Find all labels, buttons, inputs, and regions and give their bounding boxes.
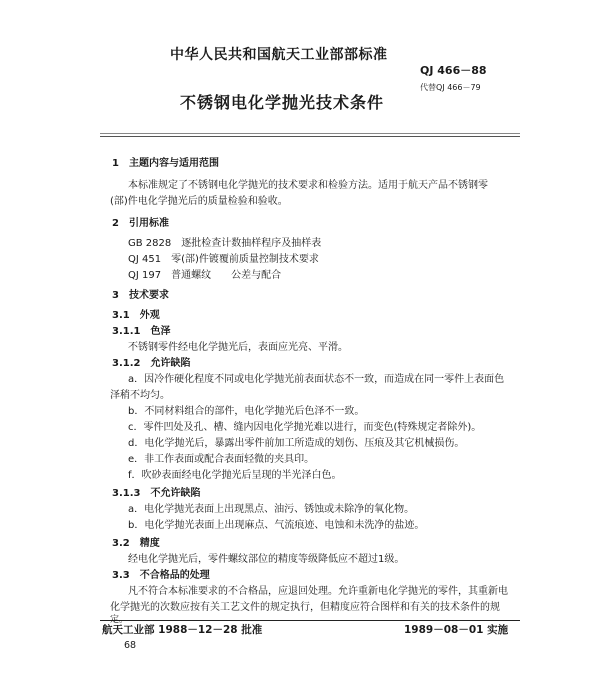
replaces-note: 代替QJ 466－79: [420, 83, 481, 92]
footer-divider: [100, 620, 520, 621]
reference-qj451: QJ 451 零(部)件镀覆前质量控制技术要求: [128, 254, 319, 265]
section-1-heading: 1 主题内容与适用范围: [112, 158, 219, 169]
allowed-defect-d: d．电化学抛光后，暴露出零件前加工所造成的划伤、压痕及其它机械损伤。: [128, 438, 465, 449]
section-3-1-1-text: 不锈钢零件经电化学抛光后，表面应光亮、平滑。: [128, 342, 348, 353]
section-3-heading: 3 技术要求: [112, 290, 169, 301]
allowed-defect-f: f．吹砂表面经电化学抛光后呈现的半光泽白色。: [128, 470, 342, 481]
section-1-text-line1: 本标准规定了不锈钢电化学抛光的技术要求和检验方法。适用于航天产品不锈钢零: [128, 180, 488, 191]
section-3-3-text-line3: 定。: [110, 615, 129, 625]
approval-date: 航天工业部 1988－12－28 批准: [102, 624, 263, 636]
allowed-defect-e: e．非工作表面或配合表面轻微的夹具印。: [128, 454, 315, 465]
header-divider: [100, 136, 520, 137]
standard-number: QJ 466－88: [420, 64, 487, 77]
section-3-1-1-heading: 3.1.1 色泽: [112, 326, 171, 337]
disallowed-defect-b: b．电化学抛光表面上出现麻点、气流痕迹、电蚀和未洗净的盐迹。: [128, 520, 425, 531]
reference-qj197: QJ 197 普通螺纹 公差与配合: [128, 270, 282, 281]
disallowed-defect-a: a．电化学抛光表面上出现黑点、油污、锈蚀或未除净的氧化物。: [128, 504, 415, 515]
section-3-1-heading: 3.1 外观: [112, 310, 160, 321]
allowed-defect-a-line2: 泽稍不均匀。: [110, 390, 170, 401]
section-3-2-text: 经电化学抛光后，零件螺纹部位的精度等级降低应不超过1级。: [128, 554, 405, 565]
reference-gb2828: GB 2828 逐批检查计数抽样程序及抽样表: [128, 238, 322, 249]
section-3-1-2-heading: 3.1.2 允许缺陷: [112, 358, 191, 369]
header-divider-thin: [100, 133, 520, 134]
document-title: 不锈钢电化学抛光技术条件: [180, 93, 385, 112]
effective-date: 1989－08－01 实施: [404, 624, 509, 636]
page-number: 68: [124, 640, 137, 651]
section-3-3-heading: 3.3 不合格品的处理: [112, 570, 210, 581]
section-3-3-text-line1: 凡不符合本标准要求的不合格品，应退回处理。允许重新电化学抛光的零件，其重新电: [128, 586, 508, 597]
allowed-defect-a-line1: a．因冷作硬化程度不同或电化学抛光前表面状态不一致，而造成在同一零件上表面色: [128, 374, 505, 385]
section-3-2-heading: 3.2 精度: [112, 538, 160, 549]
allowed-defect-b: b．不同材料组合的部件，电化学抛光后色泽不一致。: [128, 406, 365, 417]
section-3-1-3-heading: 3.1.3 不允许缺陷: [112, 488, 201, 499]
section-1-text-line2: (部)件电化学抛光后的质量检验和验收。: [110, 196, 288, 207]
allowed-defect-c: c．零件凹处及孔、槽、缝内因电化学抛光难以进行，而变色(特殊规定者除外)。: [128, 422, 482, 433]
section-3-3-text-line2: 化学抛光的次数应按有关工艺文件的规定执行，但精度应符合图样和有关的技术条件的规: [110, 602, 500, 613]
section-2-heading: 2 引用标准: [112, 218, 169, 229]
organization-header: 中华人民共和国航天工业部部标准: [170, 47, 388, 63]
